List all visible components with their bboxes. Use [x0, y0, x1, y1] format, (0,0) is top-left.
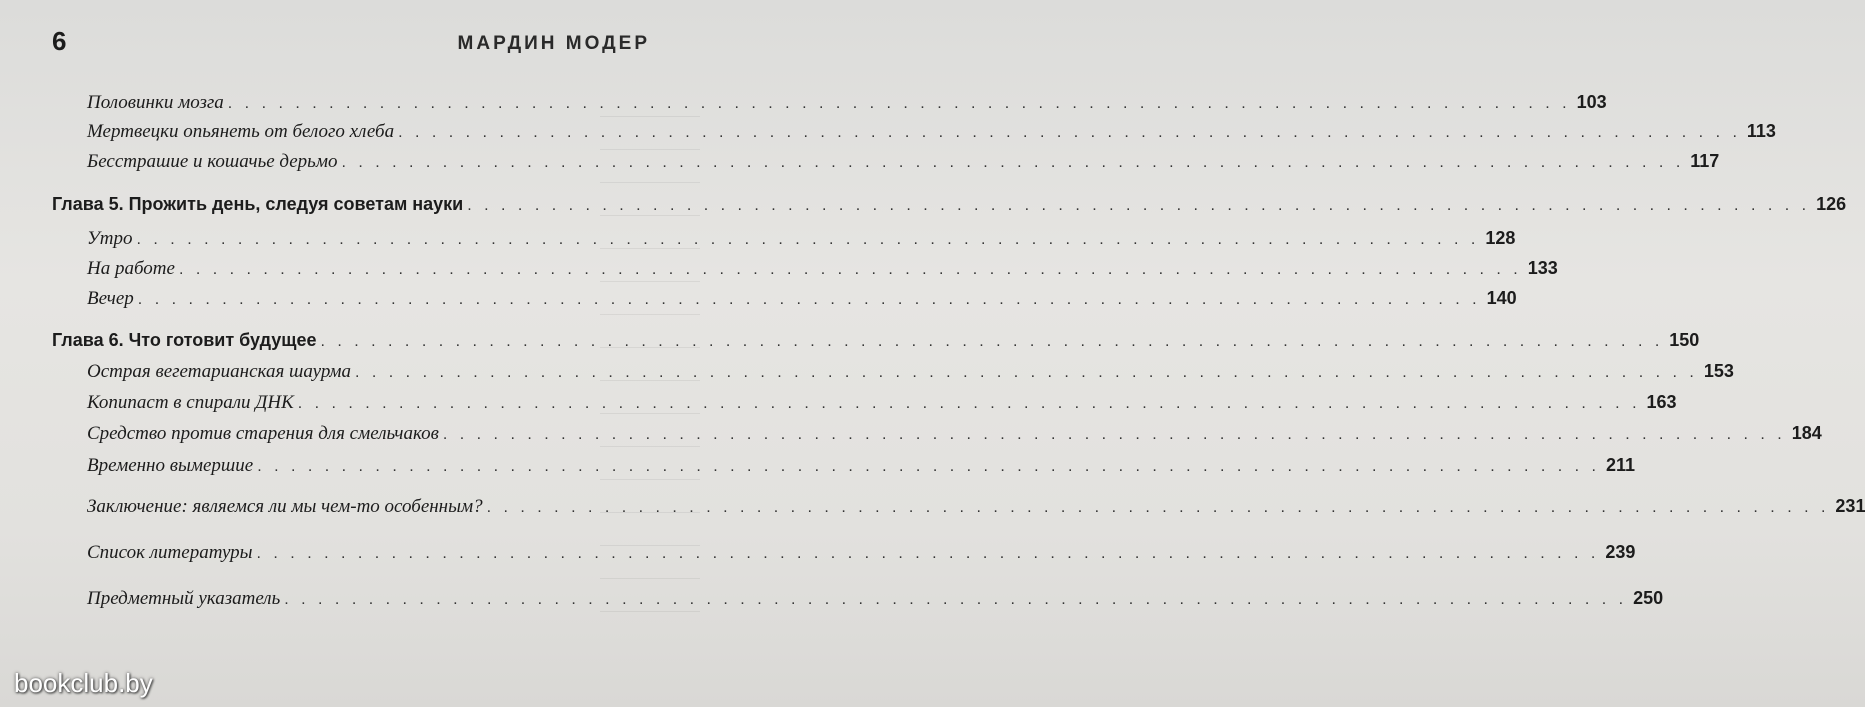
- toc-page-number: 163: [1646, 392, 1677, 412]
- toc-section-row: [0, 228, 1516, 256]
- toc-section-row: [0, 288, 1517, 316]
- dot-leader: . . . . . . . . . . . . . . . . . . . . . . . . . . . . . . . . . . . . . . . . . . . . . . . . . . . . . . . . . . . . . . . . . . . . . . . . . . . . . . . .: [341, 154, 1685, 171]
- dot-leader: . . . . . . . . . . . . . . . . . . . . . . . . . . . . . . . . . . . . . . . . . . . . . . . . . . . . . . . . . . . . . . . . . . . . . . . . . . . . . . . .: [256, 545, 1600, 562]
- toc-entry-title: Глава 5. Прожить день, следуя советам науки: [52, 194, 464, 214]
- toc-page-number: 117: [1690, 151, 1720, 171]
- dot-leader: . . . . . . . . . . . . . . . . . . . . . . . . . . . . . . . . . . . . . . . . . . . . . . . . . . . . . . . . . . . . . . . . . . . . . . . . . . . . . . . .: [297, 395, 1641, 412]
- toc-entry-title: Острая вегетарианская шаурма: [87, 361, 351, 382]
- toc-entry-title: Мертвецки опьянеть от белого хлеба: [87, 121, 395, 142]
- toc-page-number: 103: [1576, 92, 1607, 112]
- toc-page-number: 250: [1633, 588, 1664, 608]
- toc-chapter-row: [0, 194, 1847, 222]
- toc-entry-title: Список литературы: [87, 542, 253, 563]
- dot-leader: . . . . . . . . . . . . . . . . . . . . . . . . . . . . . . . . . . . . . . . . . . . . . . . . . . . . . . . . . . . . . . . . . . . . . . . . . . . . . . . .: [467, 197, 1811, 214]
- toc-page-number: 128: [1485, 228, 1516, 248]
- toc-entry-title: Заключение: являемся ли мы чем-то особенным?: [87, 496, 483, 517]
- dot-leader: . . . . . . . . . . . . . . . . . . . . . . . . . . . . . . . . . . . . . . . . . . . . . . . . . . . . . . . . . . . . . . . . . . . . . . . . . . . . . . . .: [355, 364, 1698, 381]
- toc-entry-title: Копипаст в спирали ДНК: [87, 392, 294, 413]
- toc-page-number: 153: [1703, 361, 1734, 381]
- toc-entry-title: Глава 6. Что готовит будущее: [52, 330, 317, 350]
- toc-entry-title: Средство против старения для смельчаков: [87, 423, 439, 444]
- toc-page-number: 133: [1527, 258, 1558, 278]
- dot-leader: . . . . . . . . . . . . . . . . . . . . . . . . . . . . . . . . . . . . . . . . . . . . . . . . . . . . . . . . . . . . . . . . . . . . . . . . . . . . . . . .: [320, 333, 1664, 350]
- toc-section-row: [0, 588, 1664, 616]
- dot-leader: . . . . . . . . . . . . . . . . . . . . . . . . . . . . . . . . . . . . . . . . . . . . . . . . . . . . . . . . . . . . . . . . . . . . . . . . . . . . . . . .: [137, 291, 1481, 308]
- toc-chapter-row: [0, 330, 1700, 358]
- toc-section-row: [0, 361, 1734, 389]
- toc-section-row: [0, 151, 1720, 179]
- toc-section-row: [0, 423, 1822, 451]
- toc-page-number: 184: [1791, 423, 1822, 443]
- dot-leader: . . . . . . . . . . . . . . . . . . . . . . . . . . . . . . . . . . . . . . . . . . . . . . . . . . . . . . . . . . . . . . . . . . . . . . . . . . . . . . . .: [398, 124, 1741, 141]
- toc-page-number: 113: [1746, 121, 1776, 141]
- dot-leader: . . . . . . . . . . . . . . . . . . . . . . . . . . . . . . . . . . . . . . . . . . . . . . . . . . . . . . . . . . . . . . . . . . . . . . . . . . . . . . . .: [178, 261, 1522, 278]
- toc-page-number: 239: [1605, 542, 1636, 562]
- toc-section-row: [0, 496, 1865, 524]
- dot-leader: . . . . . . . . . . . . . . . . . . . . . . . . . . . . . . . . . . . . . . . . . . . . . . . . . . . . . . . . . . . . . . . . . . . . . . . . . . . . . . . .: [227, 95, 1571, 112]
- toc-entry-title: Бесстрашие и кошачье дерьмо: [87, 151, 338, 172]
- toc-entry-title: На работе: [87, 258, 175, 279]
- toc-page-number: 126: [1816, 194, 1847, 214]
- toc-section-row: [0, 542, 1636, 570]
- toc-page-number: 140: [1486, 288, 1517, 308]
- toc-entry-title: Половинки мозга: [87, 92, 224, 113]
- page-number: 6: [52, 26, 67, 56]
- toc-page-number: 150: [1669, 330, 1700, 350]
- toc-section-row: [0, 392, 1677, 420]
- toc-section-row: [0, 121, 1776, 149]
- toc-section-row: [0, 92, 1607, 120]
- running-header-author: МАРДИН МОДЕР: [457, 33, 650, 54]
- dot-leader: . . . . . . . . . . . . . . . . . . . . . . . . . . . . . . . . . . . . . . . . . . . . . . . . . . . . . . . . . . . . . . . . . . . . . . . . . . . . . . . .: [284, 591, 1628, 608]
- dot-leader: . . . . . . . . . . . . . . . . . . . . . . . . . . . . . . . . . . . . . . . . . . . . . . . . . . . . . . . . . . . . . . . . . . . . . . . . . . . . . . . .: [136, 231, 1480, 248]
- toc-page-number: 231: [1835, 496, 1865, 516]
- watermark: bookclub.by: [14, 668, 153, 698]
- toc-entry-title: Утро: [87, 228, 133, 249]
- dot-leader: . . . . . . . . . . . . . . . . . . . . . . . . . . . . . . . . . . . . . . . . . . . . . . . . . . . . . . . . . . . . . . . . . . . . . . . . . . . . . . . .: [486, 499, 1830, 516]
- dot-leader: . . . . . . . . . . . . . . . . . . . . . . . . . . . . . . . . . . . . . . . . . . . . . . . . . . . . . . . . . . . . . . . . . . . . . . . . . . . . . . . .: [257, 458, 1600, 475]
- toc-entry-title: Предметный указатель: [87, 588, 281, 609]
- toc-entry-title: Вечер: [87, 288, 134, 309]
- dot-leader: . . . . . . . . . . . . . . . . . . . . . . . . . . . . . . . . . . . . . . . . . . . . . . . . . . . . . . . . . . . . . . . . . . . . . . . . . . . . . . . .: [442, 426, 1786, 443]
- toc-section-row: [0, 258, 1558, 286]
- toc-page-number: 211: [1606, 455, 1636, 475]
- toc-section-row: [0, 455, 1636, 483]
- toc-entry-title: Временно вымершие: [87, 455, 254, 476]
